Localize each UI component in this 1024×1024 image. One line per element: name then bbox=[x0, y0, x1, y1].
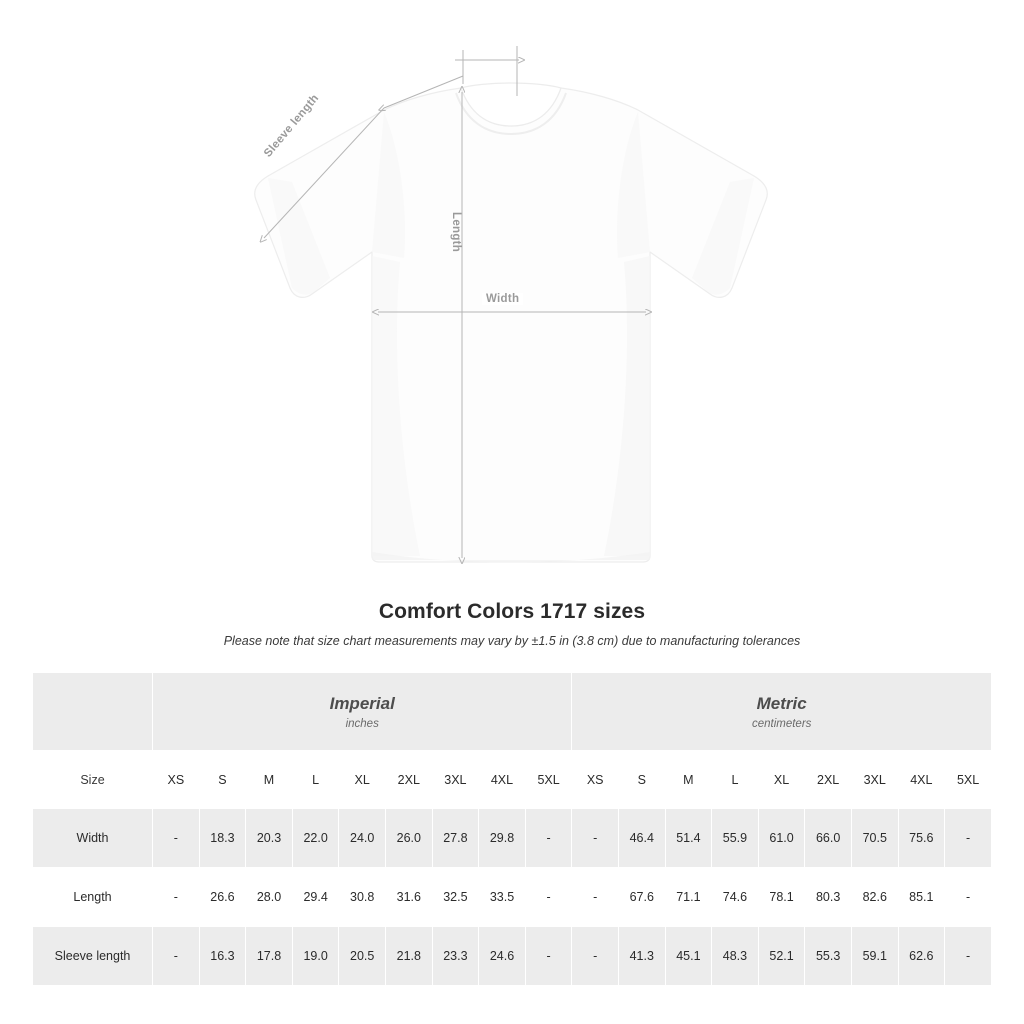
size-header-metric-s: S bbox=[618, 751, 665, 809]
cell-sleeve-metric-5xl: - bbox=[945, 927, 992, 986]
cell-width-imperial-xs: - bbox=[153, 809, 200, 868]
cell-width-imperial-m: 20.3 bbox=[246, 809, 293, 868]
cell-length-metric-m: 71.1 bbox=[665, 868, 712, 927]
unit-header-imperial bbox=[153, 673, 572, 751]
table-row bbox=[33, 809, 992, 868]
cell-sleeve-metric-3xl: 59.1 bbox=[851, 927, 898, 986]
cell-sleeve-imperial-l: 19.0 bbox=[292, 927, 339, 986]
size-header-imperial-4xl: 4XL bbox=[479, 751, 526, 809]
tshirt-shape bbox=[255, 83, 768, 563]
cell-sleeve-imperial-xl: 20.5 bbox=[339, 927, 386, 986]
cell-length-imperial-4xl: 33.5 bbox=[479, 868, 526, 927]
size-chart-table-container bbox=[32, 672, 992, 986]
size-header-metric-4xl: 4XL bbox=[898, 751, 945, 809]
cell-width-metric-4xl: 75.6 bbox=[898, 809, 945, 868]
size-header-imperial-l: L bbox=[292, 751, 339, 809]
unit-imperial-name: Imperial bbox=[329, 693, 395, 713]
size-header-imperial-s: S bbox=[199, 751, 246, 809]
size-header-metric-2xl: 2XL bbox=[805, 751, 852, 809]
size-header-row bbox=[33, 751, 992, 809]
table-row bbox=[33, 868, 992, 927]
cell-length-metric-xs: - bbox=[572, 868, 619, 927]
unit-corner-blank bbox=[33, 673, 153, 751]
chart-heading bbox=[0, 600, 1024, 648]
length-dimension-label: Length bbox=[450, 212, 462, 253]
cell-sleeve-imperial-3xl: 23.3 bbox=[432, 927, 479, 986]
page-title: Comfort Colors 1717 sizes bbox=[378, 600, 646, 623]
width-dimension-label: Width bbox=[482, 293, 523, 305]
cell-sleeve-imperial-s: 16.3 bbox=[199, 927, 246, 986]
cell-sleeve-metric-s: 41.3 bbox=[618, 927, 665, 986]
cell-length-imperial-5xl: - bbox=[525, 868, 572, 927]
cell-length-metric-4xl: 85.1 bbox=[898, 868, 945, 927]
cell-width-imperial-xl: 24.0 bbox=[339, 809, 386, 868]
cell-sleeve-imperial-xs: - bbox=[153, 927, 200, 986]
cell-sleeve-imperial-4xl: 24.6 bbox=[479, 927, 526, 986]
size-header-metric-xs: XS bbox=[572, 751, 619, 809]
unit-metric-sub: centimeters bbox=[751, 718, 812, 731]
size-header-metric-l: L bbox=[712, 751, 759, 809]
unit-imperial-sub: inches bbox=[345, 718, 379, 731]
cell-width-imperial-4xl: 29.8 bbox=[479, 809, 526, 868]
cell-width-imperial-s: 18.3 bbox=[199, 809, 246, 868]
size-header-metric-5xl: 5XL bbox=[945, 751, 992, 809]
cell-width-metric-m: 51.4 bbox=[665, 809, 712, 868]
tolerance-note: Please note that size chart measurements may vary by ±1.5 in (3.8 cm) due to manufacturing tolerances bbox=[223, 634, 801, 648]
cell-sleeve-metric-l: 48.3 bbox=[712, 927, 759, 986]
sleeve-length-dimension-label: Sleeve length bbox=[262, 92, 322, 160]
cell-length-imperial-xl: 30.8 bbox=[339, 868, 386, 927]
cell-sleeve-metric-2xl: 55.3 bbox=[805, 927, 852, 986]
cell-length-metric-l: 74.6 bbox=[712, 868, 759, 927]
cell-length-metric-s: 67.6 bbox=[618, 868, 665, 927]
cell-width-metric-s: 46.4 bbox=[618, 809, 665, 868]
size-header-imperial-5xl: 5XL bbox=[525, 751, 572, 809]
cell-width-metric-l: 55.9 bbox=[712, 809, 759, 868]
cell-sleeve-metric-m: 45.1 bbox=[665, 927, 712, 986]
cell-sleeve-metric-4xl: 62.6 bbox=[898, 927, 945, 986]
cell-length-metric-2xl: 80.3 bbox=[805, 868, 852, 927]
cell-length-metric-5xl: - bbox=[945, 868, 992, 927]
cell-sleeve-imperial-5xl: - bbox=[525, 927, 572, 986]
cell-width-imperial-2xl: 26.0 bbox=[386, 809, 433, 868]
table-row bbox=[33, 927, 992, 986]
cell-length-imperial-3xl: 32.5 bbox=[432, 868, 479, 927]
cell-length-metric-3xl: 82.6 bbox=[851, 868, 898, 927]
row-label-length: Length bbox=[33, 868, 153, 927]
size-header-metric-3xl: 3XL bbox=[851, 751, 898, 809]
cell-length-metric-xl: 78.1 bbox=[758, 868, 805, 927]
cell-length-imperial-l: 29.4 bbox=[292, 868, 339, 927]
row-label-sleeve-length: Sleeve length bbox=[33, 927, 153, 986]
size-header-imperial-2xl: 2XL bbox=[386, 751, 433, 809]
row-label-width: Width bbox=[33, 809, 153, 868]
cell-width-metric-xs: - bbox=[572, 809, 619, 868]
cell-sleeve-imperial-2xl: 21.8 bbox=[386, 927, 433, 986]
size-header-label: Size bbox=[33, 751, 153, 809]
cell-width-imperial-l: 22.0 bbox=[292, 809, 339, 868]
size-chart-table bbox=[32, 672, 992, 986]
cell-length-imperial-2xl: 31.6 bbox=[386, 868, 433, 927]
cell-sleeve-metric-xs: - bbox=[572, 927, 619, 986]
cell-length-imperial-xs: - bbox=[153, 868, 200, 927]
unit-header-row bbox=[33, 673, 992, 751]
cell-width-metric-5xl: - bbox=[945, 809, 992, 868]
size-header-imperial-xs: XS bbox=[153, 751, 200, 809]
cell-sleeve-imperial-m: 17.8 bbox=[246, 927, 293, 986]
unit-header-metric bbox=[572, 673, 992, 751]
size-header-metric-xl: XL bbox=[758, 751, 805, 809]
size-header-imperial-m: M bbox=[246, 751, 293, 809]
cell-width-imperial-3xl: 27.8 bbox=[432, 809, 479, 868]
size-header-imperial-xl: XL bbox=[339, 751, 386, 809]
cell-width-metric-3xl: 70.5 bbox=[851, 809, 898, 868]
size-header-metric-m: M bbox=[665, 751, 712, 809]
unit-metric-name: Metric bbox=[756, 693, 807, 713]
cell-width-imperial-5xl: - bbox=[525, 809, 572, 868]
cell-length-imperial-s: 26.6 bbox=[199, 868, 246, 927]
cell-length-imperial-m: 28.0 bbox=[246, 868, 293, 927]
cell-sleeve-metric-xl: 52.1 bbox=[758, 927, 805, 986]
cell-width-metric-2xl: 66.0 bbox=[805, 809, 852, 868]
size-header-imperial-3xl: 3XL bbox=[432, 751, 479, 809]
cell-width-metric-xl: 61.0 bbox=[758, 809, 805, 868]
